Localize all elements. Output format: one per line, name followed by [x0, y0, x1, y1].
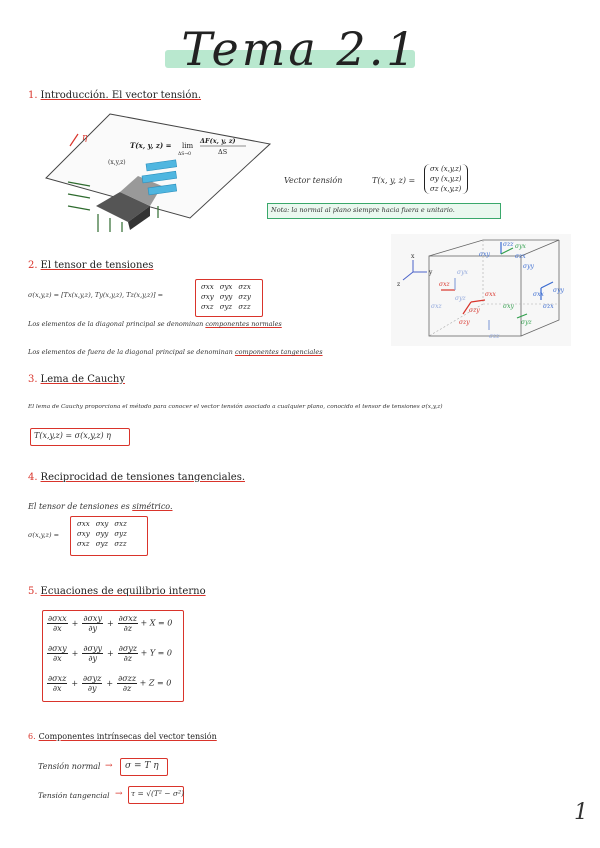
- vector-components: [424, 164, 468, 194]
- eq1-rest: + X = 0: [140, 618, 173, 628]
- cube-label-17: σyx: [515, 243, 526, 250]
- eq3-term1-den: ∂x: [52, 684, 62, 693]
- normal-stress-formula: σ = T η: [125, 761, 159, 771]
- cube-label-7: σxx: [485, 291, 496, 298]
- figure-formula-num: ΔF(x, y, z): [200, 137, 236, 145]
- section-4-heading: [28, 472, 245, 483]
- symmetric-cell: σxy: [77, 530, 90, 538]
- arrow-icon: →: [115, 789, 123, 799]
- eq3-term1: [47, 674, 67, 693]
- page-title: Tema 2.1: [181, 22, 419, 76]
- section-3-title: Lema de Cauchy: [40, 374, 125, 385]
- plus-sign: +: [106, 678, 114, 688]
- off-diagonal-line: [28, 348, 323, 356]
- section-1-title: Introducción. El vector tensión.: [40, 90, 202, 101]
- diagonal-line: [28, 320, 282, 328]
- eq2-term3: [118, 644, 138, 663]
- tensor-cell: σzy: [238, 293, 251, 301]
- note-text: Nota: la normal al plano siempre hacia fuera e unitario.: [271, 206, 455, 214]
- stress-cube-figure: [391, 234, 571, 346]
- section-2-heading: [28, 260, 153, 271]
- tensor-cell: σyy: [219, 293, 233, 301]
- equilibrium-eq-1: [47, 614, 172, 633]
- section-1-number: 1.: [28, 90, 38, 101]
- symmetric-cell: σxz: [77, 540, 90, 548]
- eq1-term3-num: ∂σxz: [118, 614, 137, 623]
- eq3-term3-num: ∂σzz: [118, 674, 137, 683]
- eq2-term1-den: ∂x: [52, 654, 62, 663]
- plus-sign: +: [71, 678, 79, 688]
- vector-label: Vector tensión: [284, 176, 343, 185]
- eq1-term1-num: ∂σxx: [48, 614, 67, 623]
- eq1-term1: [47, 614, 68, 633]
- section-2-title: El tensor de tensiones: [40, 260, 154, 271]
- cube-label-2: σzx: [515, 253, 526, 260]
- section-6-heading: [28, 732, 217, 741]
- section-4-number: 4.: [28, 472, 38, 483]
- tensor-cell: σzz: [238, 303, 251, 311]
- section-5-heading: [28, 586, 206, 597]
- plus-sign: +: [71, 648, 79, 658]
- eq2-term1: [47, 644, 68, 663]
- symmetric-row-2: [74, 529, 130, 539]
- cube-label-9: σxx: [533, 291, 544, 298]
- section-5-number: 5.: [28, 586, 38, 597]
- page-number: 1: [574, 800, 588, 825]
- off-diagonal-text: Los elementos de fuera de la diagonal principal se denominan: [28, 348, 233, 356]
- figure-formula-lim: lim: [182, 142, 194, 150]
- symmetric-lhs: σ(x,y,z) =: [28, 531, 60, 539]
- tangential-stress-formula: τ = √(T² − σ²): [131, 789, 185, 798]
- eq1-term3: [118, 614, 138, 633]
- cube-label-1: σxy: [479, 251, 490, 258]
- axis-x-label: x: [411, 253, 415, 260]
- tensor-cell: σxx: [201, 283, 214, 291]
- stress-vector-figure: [38, 106, 278, 234]
- plus-sign: +: [71, 618, 79, 628]
- eq2-term2-den: ∂y: [88, 654, 97, 663]
- cube-label-0: σzz: [503, 241, 514, 248]
- equilibrium-eq-3: [47, 674, 171, 693]
- plus-sign: +: [106, 648, 114, 658]
- eq2-term1-num: ∂σxy: [48, 644, 67, 653]
- symmetric-cell: σxx: [77, 520, 90, 528]
- eq1-term1-den: ∂x: [52, 624, 62, 633]
- cube-label-15: σzy: [469, 307, 480, 314]
- symmetric-cell: σzz: [114, 540, 127, 548]
- equilibrium-eq-2: [47, 644, 172, 663]
- eq2-term3-den: ∂z: [123, 654, 133, 663]
- cube-label-3: σyx: [457, 269, 468, 276]
- eq2-term2: [82, 644, 103, 663]
- green-arrow-3: [68, 206, 90, 210]
- symmetric-term: simétrico.: [132, 502, 173, 511]
- cube-label-6: σyz: [455, 295, 466, 302]
- section-3-number: 3.: [28, 374, 38, 385]
- symmetric-matrix: [74, 519, 130, 549]
- cube-label-13: σyz: [521, 319, 532, 326]
- eq3-term1-num: ∂σxz: [48, 674, 67, 683]
- section-5-title: Ecuaciones de equilibrio interno: [40, 586, 206, 597]
- tangential-stress-label: Tensión tangencial: [38, 791, 110, 800]
- symmetric-cell: σxy: [95, 520, 109, 528]
- symmetric-line: [28, 502, 173, 511]
- eq3-term2-den: ∂y: [87, 684, 97, 693]
- cube-label-8: σzy: [459, 319, 470, 326]
- symmetric-cell: σxz: [114, 520, 127, 528]
- vector-component-z: σz (x,y,z): [430, 185, 462, 193]
- eq3-term3-den: ∂z: [122, 684, 132, 693]
- cube-label-12: σzx: [543, 303, 554, 310]
- section-6-title: Componentes intrínsecas del vector tensión: [38, 732, 217, 741]
- tensor-cell: σxy: [201, 293, 214, 301]
- eq1-term3-den: ∂z: [123, 624, 133, 633]
- tensor-cell: σyx: [219, 283, 233, 291]
- tensor-cell: σzx: [238, 283, 251, 291]
- eq1-term2-num: ∂σxy: [83, 614, 102, 623]
- figure-point: (x,y,z): [108, 159, 126, 166]
- cube-label-16: σxy: [503, 303, 514, 310]
- symmetric-text: El tensor de tensiones es: [28, 502, 130, 511]
- section-2-number: 2.: [28, 260, 38, 271]
- cube-label-10: σyy: [553, 287, 564, 294]
- symmetric-row-1: [74, 519, 130, 529]
- symmetric-row-3: [74, 539, 130, 549]
- normal-vector: [70, 134, 78, 146]
- section-6-number: 6.: [28, 732, 36, 741]
- eq2-term2-num: ∂σyy: [83, 644, 102, 653]
- section-4-title: Reciprocidad de tensiones tangenciales.: [40, 472, 245, 483]
- vector-component-y: σy (x,y,z): [430, 175, 462, 183]
- figure-formula-lhs: T(x, y, z) =: [130, 141, 172, 150]
- figure-formula-den: ΔS: [218, 148, 228, 156]
- symmetric-cell: σyz: [114, 530, 127, 538]
- tensor-cell: σyz: [219, 303, 233, 311]
- eq2-term3-num: ∂σyz: [118, 644, 138, 653]
- axis-z-label: z: [397, 281, 401, 288]
- arrow-icon: →: [105, 761, 113, 771]
- normal-stress-label: Tensión normal: [38, 762, 101, 771]
- cauchy-formula: T(x,y,z) = σ(x,y,z) η: [34, 431, 111, 440]
- eq3-term3: [117, 674, 137, 693]
- tensor-cell: σxz: [201, 303, 214, 311]
- cube-label-11: σzz: [489, 333, 500, 340]
- tensor-definition: σ(x,y,z) = [Tx(x,y,z), Ty(x,y,z), Tz(x,y,z)] =: [28, 291, 164, 299]
- diagonal-text: Los elementos de la diagonal principal se denominan: [28, 320, 204, 328]
- normal-components-term: componentes normales: [205, 320, 282, 328]
- axis-y-label: y: [429, 269, 433, 276]
- cauchy-text: El lema de Cauchy proporciona el método para conocer el vector tensión asociado a cualquier plano, conocido el tensor de tensiones σ(x,y,z): [28, 404, 443, 410]
- cube-label-4: σyy: [523, 263, 534, 270]
- figure-eta: η: [82, 133, 88, 143]
- plus-sign: +: [106, 618, 114, 628]
- cube-label-5: σxz: [439, 281, 450, 288]
- figure-formula-sub: ΔS→0: [178, 152, 191, 157]
- eq2-rest: + Y = 0: [140, 648, 172, 658]
- eq3-term2: [82, 674, 102, 693]
- symmetric-cell: σyz: [95, 540, 109, 548]
- section-1-heading: [28, 90, 201, 101]
- vector-component-x: σx (x,y,z): [430, 165, 462, 173]
- tensor-row-1: [198, 282, 254, 292]
- vector-lhs: T(x, y, z) =: [372, 176, 416, 185]
- section-3-heading: [28, 374, 125, 385]
- cube-label-14: σxz: [431, 303, 442, 310]
- eq1-term2-den: ∂y: [88, 624, 97, 633]
- tensor-row-3: [198, 302, 254, 312]
- tensor-matrix: [198, 282, 254, 312]
- symmetric-cell: σyy: [95, 530, 109, 538]
- eq1-term2: [82, 614, 103, 633]
- green-arrow-2: [68, 194, 90, 198]
- tangential-components-term: componentes tangenciales: [234, 348, 323, 356]
- eq3-rest: + Z = 0: [139, 678, 172, 688]
- eq3-term2-num: ∂σyz: [83, 674, 102, 683]
- tensor-row-2: [198, 292, 254, 302]
